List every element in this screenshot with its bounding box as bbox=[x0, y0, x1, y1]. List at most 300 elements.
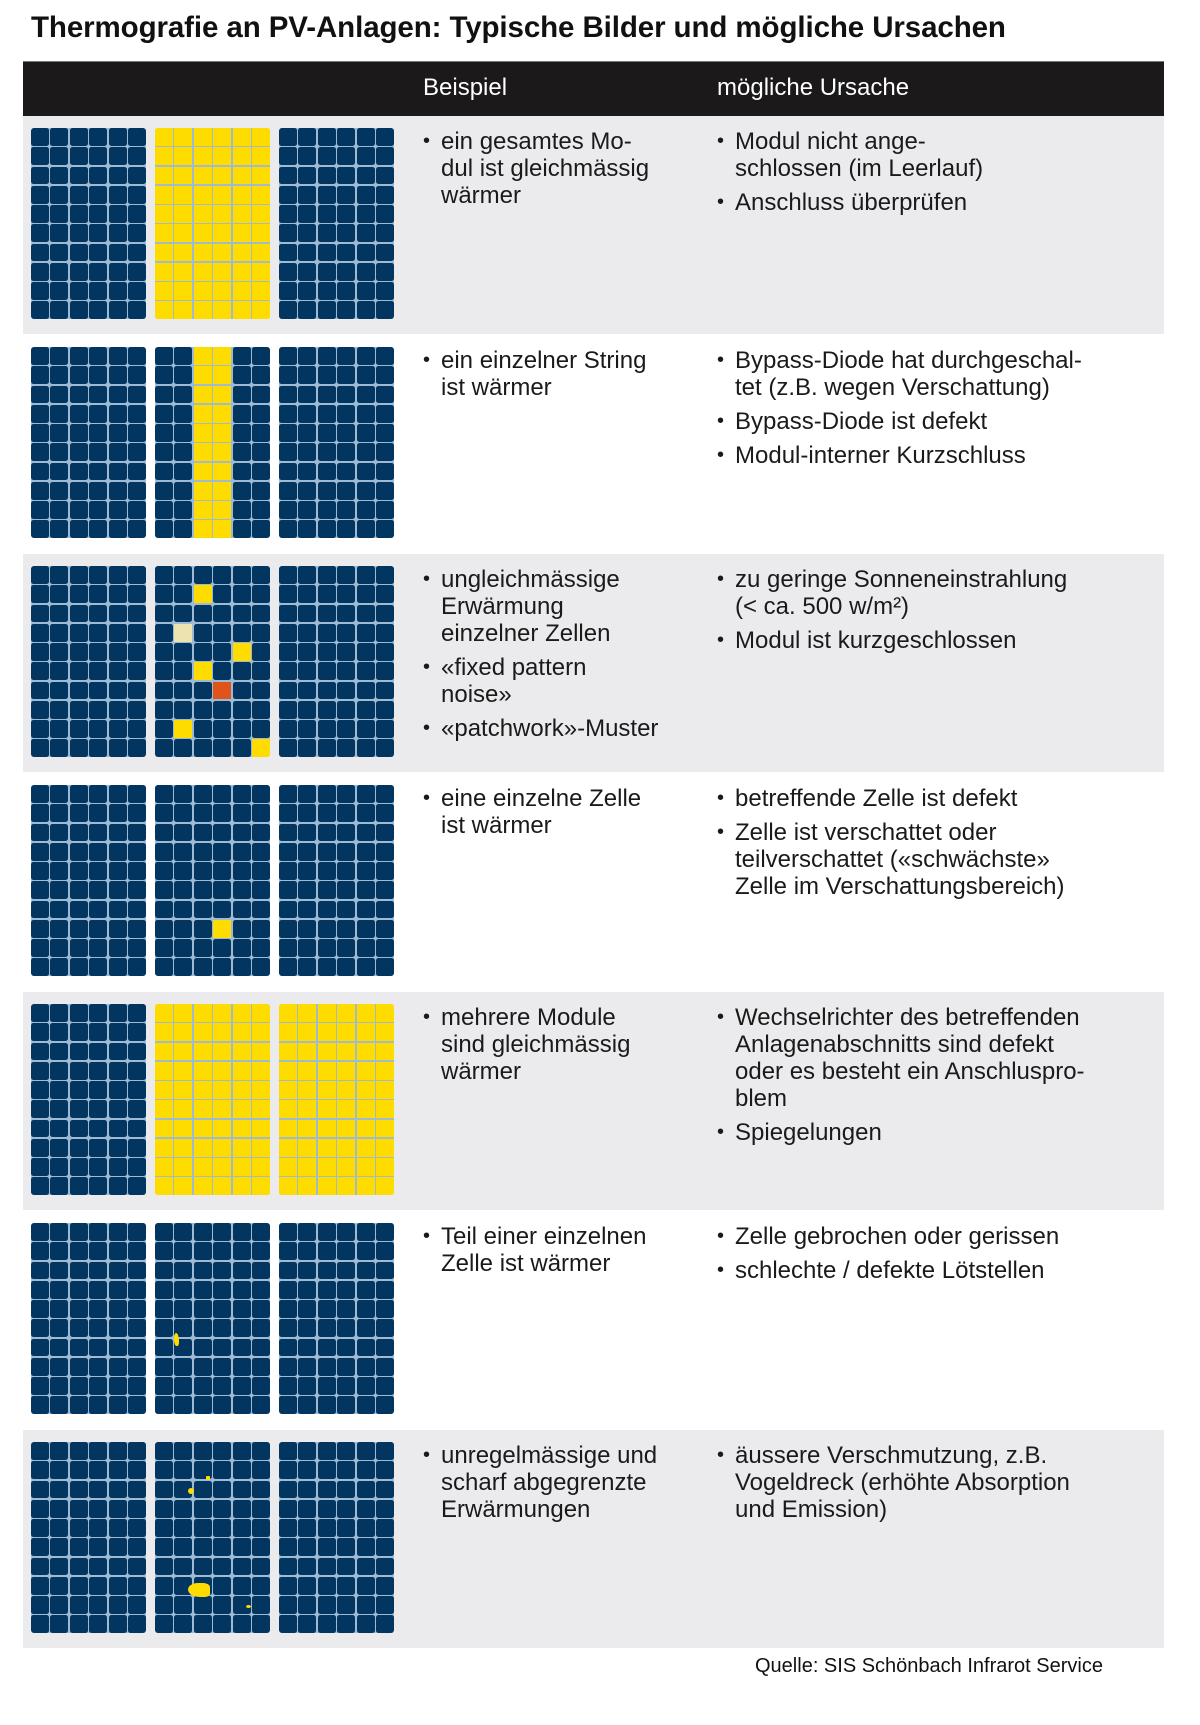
pv-cell bbox=[252, 1396, 270, 1414]
pv-cell bbox=[194, 1339, 212, 1357]
pv-cell bbox=[50, 662, 68, 680]
pv-cell bbox=[109, 443, 127, 461]
pv-cell bbox=[233, 920, 251, 938]
pv-cell bbox=[31, 824, 49, 842]
pv-cell bbox=[337, 128, 355, 146]
pv-cell bbox=[31, 282, 49, 300]
pv-cell bbox=[174, 624, 192, 642]
pv-cell bbox=[89, 843, 107, 861]
pv-cell bbox=[298, 1062, 316, 1080]
pv-cell bbox=[31, 1043, 49, 1061]
pv-cell bbox=[233, 1558, 251, 1576]
bullet-line: • unregelmässige und bbox=[441, 1442, 658, 1469]
pv-cell bbox=[376, 1577, 394, 1595]
pv-module bbox=[31, 128, 146, 319]
pv-cell bbox=[357, 785, 375, 803]
example-bullet bbox=[423, 785, 713, 839]
pv-cell bbox=[194, 901, 212, 919]
pv-cell bbox=[50, 301, 68, 319]
pv-cell bbox=[174, 939, 192, 957]
pv-cell bbox=[174, 682, 192, 700]
pv-cell bbox=[89, 520, 107, 538]
pv-cell bbox=[318, 186, 336, 204]
pv-cell bbox=[31, 1158, 49, 1176]
pv-cell bbox=[31, 1538, 49, 1556]
pv-cell bbox=[252, 520, 270, 538]
pv-cell bbox=[128, 1100, 146, 1118]
pv-cell bbox=[70, 128, 88, 146]
pv-cell bbox=[279, 1519, 297, 1537]
pv-cell bbox=[70, 424, 88, 442]
pv-cell bbox=[233, 1120, 251, 1138]
pv-cell bbox=[194, 463, 212, 481]
pv-cell bbox=[252, 881, 270, 899]
pv-cell bbox=[376, 1004, 394, 1022]
bullet-line: • zu geringe Sonneneinstrahlung bbox=[735, 566, 1068, 593]
pv-cell bbox=[70, 1442, 88, 1460]
pv-cell bbox=[279, 186, 297, 204]
pv-cell bbox=[298, 785, 316, 803]
pv-cell bbox=[109, 1023, 127, 1041]
pv-cell bbox=[194, 1100, 212, 1118]
pv-cell bbox=[70, 739, 88, 757]
pv-cell bbox=[155, 1577, 173, 1595]
pv-module bbox=[155, 566, 270, 757]
pv-cell bbox=[337, 205, 355, 223]
pv-cell bbox=[252, 662, 270, 680]
pv-cell bbox=[128, 1120, 146, 1138]
pv-cell bbox=[337, 881, 355, 899]
pv-cell bbox=[174, 263, 192, 281]
pv-cell bbox=[174, 443, 192, 461]
pv-cell bbox=[89, 585, 107, 603]
pv-cell bbox=[128, 1615, 146, 1633]
pv-cell bbox=[194, 424, 212, 442]
pv-cell bbox=[194, 958, 212, 976]
pv-cell bbox=[233, 1223, 251, 1241]
pv-cell bbox=[318, 205, 336, 223]
pv-cell bbox=[252, 501, 270, 519]
pv-cell bbox=[357, 939, 375, 957]
pv-cell bbox=[357, 386, 375, 404]
pv-cell bbox=[298, 1300, 316, 1318]
pv-cell bbox=[128, 224, 146, 242]
pv-cell bbox=[233, 862, 251, 880]
bullet-line: Zelle ist wärmer bbox=[441, 1250, 611, 1277]
pv-cell bbox=[213, 1177, 231, 1195]
pv-cell bbox=[252, 901, 270, 919]
pv-cell bbox=[279, 1577, 297, 1595]
pv-cell bbox=[109, 186, 127, 204]
pv-cell bbox=[89, 1081, 107, 1099]
pv-cell bbox=[213, 804, 231, 822]
pv-cell bbox=[89, 1262, 107, 1280]
cause-bullet bbox=[717, 1442, 1162, 1523]
pv-cell bbox=[233, 958, 251, 976]
pv-cell bbox=[174, 386, 192, 404]
pv-cell bbox=[318, 643, 336, 661]
pv-cell bbox=[252, 701, 270, 719]
pv-cell bbox=[174, 186, 192, 204]
pv-cell bbox=[252, 1615, 270, 1633]
pv-cell bbox=[376, 167, 394, 185]
pv-cell bbox=[89, 720, 107, 738]
pv-cell bbox=[174, 405, 192, 423]
pv-cell bbox=[70, 1596, 88, 1614]
cause-bullet bbox=[717, 1223, 1162, 1250]
pv-module bbox=[31, 1223, 146, 1414]
pv-cell bbox=[194, 920, 212, 938]
pv-cell bbox=[318, 1481, 336, 1499]
pv-cell bbox=[357, 662, 375, 680]
pv-cell bbox=[376, 1223, 394, 1241]
pv-cell bbox=[213, 244, 231, 262]
pv-cell bbox=[89, 1100, 107, 1118]
pv-cell bbox=[31, 347, 49, 365]
pv-cell bbox=[298, 424, 316, 442]
pv-cell bbox=[357, 605, 375, 623]
pv-cell bbox=[252, 147, 270, 165]
pv-cell bbox=[174, 720, 192, 738]
pv-cell bbox=[31, 128, 49, 146]
pv-cell bbox=[155, 1081, 173, 1099]
pv-cell bbox=[318, 244, 336, 262]
pv-cell bbox=[70, 843, 88, 861]
pv-cell bbox=[233, 167, 251, 185]
pv-cell bbox=[233, 1519, 251, 1537]
pv-cell bbox=[213, 701, 231, 719]
pv-cell bbox=[50, 501, 68, 519]
pv-cell bbox=[318, 424, 336, 442]
pv-cell bbox=[109, 920, 127, 938]
pv-cell bbox=[89, 624, 107, 642]
pv-cell bbox=[318, 1177, 336, 1195]
pv-cell bbox=[50, 263, 68, 281]
pv-cell bbox=[174, 1596, 192, 1614]
example-column bbox=[423, 1223, 713, 1284]
pv-cell bbox=[213, 301, 231, 319]
pv-cell bbox=[279, 405, 297, 423]
pv-cell bbox=[31, 1442, 49, 1460]
pv-cell bbox=[31, 186, 49, 204]
bullet-line: Erwärmung bbox=[441, 593, 564, 620]
pv-cell bbox=[213, 958, 231, 976]
pv-cell bbox=[252, 424, 270, 442]
pv-cell bbox=[194, 643, 212, 661]
table-row bbox=[23, 992, 1164, 1210]
pv-cell bbox=[252, 958, 270, 976]
pv-cell bbox=[31, 147, 49, 165]
pv-cell bbox=[155, 224, 173, 242]
pv-cell bbox=[357, 405, 375, 423]
pv-cell bbox=[128, 520, 146, 538]
pv-cell bbox=[357, 186, 375, 204]
pv-cell bbox=[70, 347, 88, 365]
pv-cell bbox=[376, 920, 394, 938]
pv-cell bbox=[174, 1062, 192, 1080]
pv-cell bbox=[155, 263, 173, 281]
pv-cell bbox=[89, 804, 107, 822]
hotspot bbox=[188, 1488, 194, 1494]
pv-cell bbox=[279, 720, 297, 738]
pv-cell bbox=[128, 1500, 146, 1518]
pv-cell bbox=[213, 1300, 231, 1318]
pv-cell bbox=[70, 682, 88, 700]
pv-cell bbox=[50, 1043, 68, 1061]
pv-cell bbox=[376, 301, 394, 319]
pv-cell bbox=[109, 463, 127, 481]
pv-cell bbox=[376, 720, 394, 738]
pv-cell bbox=[128, 301, 146, 319]
pv-cell bbox=[89, 1281, 107, 1299]
pv-cell bbox=[70, 386, 88, 404]
pv-cell bbox=[233, 128, 251, 146]
pv-cell bbox=[213, 1377, 231, 1395]
pv-cell bbox=[213, 205, 231, 223]
pv-cell bbox=[213, 424, 231, 442]
pv-module bbox=[279, 347, 394, 538]
pv-cell bbox=[357, 1339, 375, 1357]
pv-cell bbox=[279, 1358, 297, 1376]
pv-cell bbox=[155, 205, 173, 223]
pv-cell bbox=[279, 1177, 297, 1195]
pv-cell bbox=[50, 1538, 68, 1556]
pv-cell bbox=[109, 1442, 127, 1460]
pv-cell bbox=[174, 566, 192, 584]
pv-cell bbox=[155, 1300, 173, 1318]
pv-cell bbox=[50, 624, 68, 642]
pv-cell bbox=[194, 862, 212, 880]
pv-cell bbox=[89, 263, 107, 281]
pv-cell bbox=[155, 701, 173, 719]
pv-cell bbox=[109, 643, 127, 661]
pv-cell bbox=[174, 224, 192, 242]
pv-cell bbox=[357, 1242, 375, 1260]
pv-cell bbox=[233, 1442, 251, 1460]
pv-cell bbox=[213, 1120, 231, 1138]
pv-cell bbox=[213, 862, 231, 880]
pv-cell bbox=[155, 1023, 173, 1041]
pv-cell bbox=[252, 1139, 270, 1157]
pv-cell bbox=[174, 205, 192, 223]
pv-cell bbox=[376, 1500, 394, 1518]
pv-cell bbox=[155, 1281, 173, 1299]
pv-cell bbox=[109, 1377, 127, 1395]
pv-cell bbox=[109, 501, 127, 519]
pv-cell bbox=[31, 720, 49, 738]
pv-cell bbox=[279, 939, 297, 957]
pv-cell bbox=[70, 1500, 88, 1518]
pv-cell bbox=[50, 1481, 68, 1499]
pv-cell bbox=[31, 1120, 49, 1138]
pv-cell bbox=[194, 1500, 212, 1518]
pv-cell bbox=[337, 1377, 355, 1395]
cause-bullet bbox=[717, 189, 1162, 216]
pv-cell bbox=[298, 1339, 316, 1357]
pv-cell bbox=[213, 1023, 231, 1041]
example-bullet bbox=[423, 128, 713, 209]
pv-cell bbox=[194, 1319, 212, 1337]
pv-cell bbox=[194, 843, 212, 861]
pv-cell bbox=[174, 739, 192, 757]
pv-cell bbox=[213, 1043, 231, 1061]
pv-cell bbox=[318, 1300, 336, 1318]
pv-cell bbox=[89, 939, 107, 957]
pv-cell bbox=[213, 1319, 231, 1337]
pv-cell bbox=[70, 167, 88, 185]
pv-cell bbox=[357, 1262, 375, 1280]
pv-cell bbox=[357, 1596, 375, 1614]
pv-cell bbox=[213, 1004, 231, 1022]
pv-cell bbox=[194, 1177, 212, 1195]
pv-cell bbox=[357, 1120, 375, 1138]
pv-cell bbox=[376, 366, 394, 384]
pv-cell bbox=[128, 1158, 146, 1176]
pv-cell bbox=[318, 682, 336, 700]
pv-cell bbox=[155, 585, 173, 603]
pv-cell bbox=[31, 301, 49, 319]
pv-cell bbox=[194, 566, 212, 584]
pv-cell bbox=[128, 624, 146, 642]
example-bullet bbox=[423, 1223, 713, 1277]
pv-cell bbox=[50, 720, 68, 738]
pv-cell bbox=[128, 167, 146, 185]
pv-cell bbox=[376, 1300, 394, 1318]
pv-cell bbox=[213, 1081, 231, 1099]
pv-cell bbox=[194, 1223, 212, 1241]
pv-cell bbox=[128, 785, 146, 803]
pv-cell bbox=[89, 958, 107, 976]
pv-cell bbox=[31, 1358, 49, 1376]
pv-cell bbox=[174, 347, 192, 365]
pv-cell bbox=[109, 424, 127, 442]
hotspot bbox=[188, 1583, 210, 1597]
pv-cell bbox=[31, 624, 49, 642]
pv-cell bbox=[337, 682, 355, 700]
pv-module bbox=[155, 1442, 270, 1633]
pv-cell bbox=[318, 939, 336, 957]
pv-cell bbox=[357, 1461, 375, 1479]
pv-cell bbox=[233, 605, 251, 623]
pv-cell bbox=[70, 1004, 88, 1022]
pv-cell bbox=[109, 520, 127, 538]
pv-cell bbox=[337, 482, 355, 500]
pv-cell bbox=[70, 585, 88, 603]
pv-cell bbox=[174, 785, 192, 803]
pv-cell bbox=[174, 1519, 192, 1537]
pv-cell bbox=[128, 862, 146, 880]
pv-cell bbox=[279, 1538, 297, 1556]
pv-cell bbox=[337, 347, 355, 365]
pv-cell bbox=[213, 1461, 231, 1479]
pv-cell bbox=[128, 482, 146, 500]
pv-cell bbox=[233, 566, 251, 584]
pv-cell bbox=[357, 224, 375, 242]
pv-cell bbox=[252, 843, 270, 861]
pv-cell bbox=[155, 244, 173, 262]
pv-cell bbox=[233, 501, 251, 519]
pv-cell bbox=[318, 585, 336, 603]
pv-cell bbox=[70, 662, 88, 680]
pv-cell bbox=[89, 881, 107, 899]
pv-cell bbox=[174, 824, 192, 842]
pv-cell bbox=[31, 424, 49, 442]
pv-cell bbox=[213, 843, 231, 861]
pv-cell bbox=[252, 1081, 270, 1099]
pv-cell bbox=[318, 1615, 336, 1633]
pv-cell bbox=[337, 1223, 355, 1241]
pv-cell bbox=[298, 1177, 316, 1195]
bullet-line: Zelle im Verschattungsbereich) bbox=[735, 873, 1065, 900]
pv-cell bbox=[70, 1538, 88, 1556]
pv-cell bbox=[70, 1158, 88, 1176]
pv-cell bbox=[213, 443, 231, 461]
pv-cell bbox=[252, 186, 270, 204]
pv-cell bbox=[194, 1158, 212, 1176]
pv-cell bbox=[50, 147, 68, 165]
pv-cell bbox=[357, 1500, 375, 1518]
pv-cell bbox=[298, 1481, 316, 1499]
pv-cell bbox=[213, 501, 231, 519]
pv-cell bbox=[213, 282, 231, 300]
pv-cell bbox=[252, 624, 270, 642]
pv-cell bbox=[128, 881, 146, 899]
pv-cell bbox=[376, 1242, 394, 1260]
pv-cell bbox=[128, 1004, 146, 1022]
pv-cell bbox=[50, 1519, 68, 1537]
pv-cell bbox=[174, 1120, 192, 1138]
pv-cell bbox=[318, 282, 336, 300]
pv-cell bbox=[337, 147, 355, 165]
pv-cell bbox=[155, 301, 173, 319]
pv-cell bbox=[70, 1081, 88, 1099]
pv-cell bbox=[194, 443, 212, 461]
pv-cell bbox=[50, 1396, 68, 1414]
pv-cell bbox=[194, 205, 212, 223]
pv-cell bbox=[298, 939, 316, 957]
pv-cell bbox=[194, 1481, 212, 1499]
pv-cell bbox=[109, 1281, 127, 1299]
pv-cell bbox=[50, 1081, 68, 1099]
pv-cell bbox=[155, 881, 173, 899]
pv-cell bbox=[279, 482, 297, 500]
pv-cell bbox=[174, 881, 192, 899]
pv-cell bbox=[50, 1120, 68, 1138]
pv-cell bbox=[50, 205, 68, 223]
pv-cell bbox=[89, 301, 107, 319]
pv-cell bbox=[70, 463, 88, 481]
pv-cell bbox=[109, 1081, 127, 1099]
pv-cell bbox=[213, 824, 231, 842]
pv-cell bbox=[70, 1577, 88, 1595]
pv-cell bbox=[279, 463, 297, 481]
pv-cell bbox=[318, 1596, 336, 1614]
bullet-line: • Bypass-Diode ist defekt bbox=[735, 408, 988, 435]
example-column bbox=[423, 1442, 713, 1530]
pv-cell bbox=[337, 186, 355, 204]
pv-cell bbox=[89, 1442, 107, 1460]
pv-cell bbox=[194, 366, 212, 384]
pv-cell bbox=[50, 682, 68, 700]
pv-cell bbox=[50, 920, 68, 938]
pv-cell bbox=[128, 739, 146, 757]
pv-cell bbox=[70, 1519, 88, 1537]
pv-cell bbox=[174, 1242, 192, 1260]
pv-cell bbox=[279, 824, 297, 842]
cause-bullet bbox=[717, 1004, 1162, 1112]
pv-cell bbox=[109, 482, 127, 500]
pv-cell bbox=[233, 463, 251, 481]
